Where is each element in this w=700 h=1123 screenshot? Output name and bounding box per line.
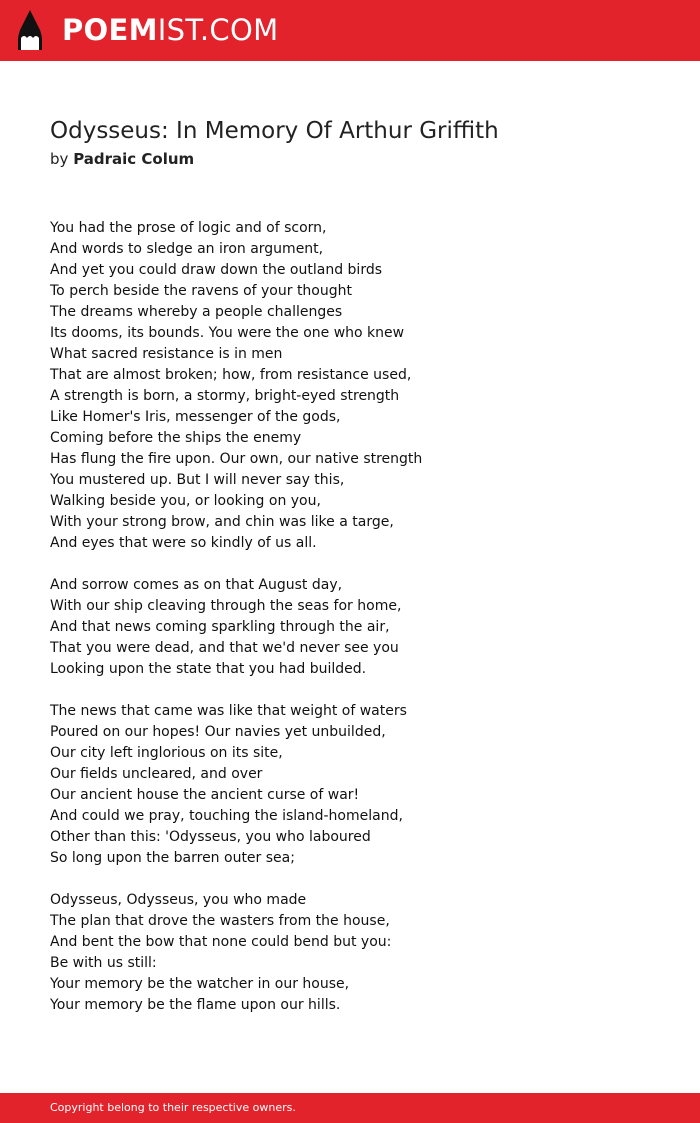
poem-line: And words to sledge an iron argument, — [50, 241, 324, 257]
poem-stanza — [50, 575, 650, 680]
poem-line: Our city left inglorious on its site, — [50, 745, 283, 761]
poem-line: Looking upon the state that you had builded. — [50, 661, 367, 677]
poem-line: With your strong brow, and chin was like a targe, — [50, 514, 394, 530]
poem-line: Be with us still: — [50, 955, 157, 971]
poem-line: Its dooms, its bounds. You were the one who knew — [50, 325, 405, 341]
poem-title: Odysseus: In Memory Of Arthur Griffith — [50, 118, 499, 144]
poem-line: So long upon the barren outer sea; — [50, 850, 295, 866]
poem-line: With our ship cleaving through the seas for home, — [50, 598, 402, 614]
byline — [50, 149, 194, 169]
copyright-text: Copyright belong to their respective owners. — [50, 1101, 296, 1114]
poem-line: That you were dead, and that we'd never see you — [50, 640, 399, 656]
poem-stanza — [50, 218, 650, 554]
poem-body — [50, 218, 650, 1037]
poem-line: Like Homer's Iris, messenger of the gods, — [50, 409, 341, 425]
by-label: by — [50, 150, 69, 168]
site-header — [0, 0, 700, 61]
poem-line: Coming before the ships the enemy — [50, 430, 302, 446]
poem-line: And that news coming sparkling through the air, — [50, 619, 390, 635]
poem-line: The plan that drove the wasters from the house, — [50, 913, 390, 929]
poem-stanza — [50, 701, 650, 869]
poem-line: And eyes that were so kindly of us all. — [50, 535, 317, 551]
poem-line: The news that came was like that weight of waters — [50, 703, 407, 719]
poem-line: You had the prose of logic and of scorn, — [50, 220, 327, 236]
brand-bold-text: POEM — [62, 13, 158, 47]
poem-line: And yet you could draw down the outland birds — [50, 262, 383, 278]
author-name: Padraic Colum — [73, 150, 195, 168]
poem-line: Poured on our hopes! Our navies yet unbuilded, — [50, 724, 386, 740]
poem-line: What sacred resistance is in men — [50, 346, 283, 362]
poem-line: Other than this: 'Odysseus, you who laboured — [50, 829, 371, 845]
poem-line: And could we pray, touching the island-homeland, — [50, 808, 403, 824]
poem-line: And bent the bow that none could bend but you: — [50, 934, 392, 950]
pencil-tip-icon — [18, 10, 42, 50]
poem-line: Odysseus, Odysseus, you who made — [50, 892, 307, 908]
poem-line: You mustered up. But I will never say this, — [50, 472, 345, 488]
poem-line: Your memory be the watcher in our house, — [50, 976, 350, 992]
site-logo-link[interactable] — [62, 12, 278, 48]
poem-line: That are almost broken; how, from resistance used, — [50, 367, 412, 383]
poem-line: Has flung the fire upon. Our own, our native strength — [50, 451, 423, 467]
site-footer — [0, 1093, 700, 1123]
poem-stanza — [50, 890, 650, 1016]
poem-line: Your memory be the flame upon our hills. — [50, 997, 341, 1013]
poem-line: Our ancient house the ancient curse of war! — [50, 787, 360, 803]
poem-line: The dreams whereby a people challenges — [50, 304, 343, 320]
poem-line: And sorrow comes as on that August day, — [50, 577, 343, 593]
poem-line: To perch beside the ravens of your thought — [50, 283, 352, 299]
poem-line: A strength is born, a stormy, bright-eyed strength — [50, 388, 400, 404]
brand-rest-text: IST.COM — [157, 13, 279, 47]
poem-line: Walking beside you, or looking on you, — [50, 493, 321, 509]
poem-line: Our fields uncleared, and over — [50, 766, 263, 782]
